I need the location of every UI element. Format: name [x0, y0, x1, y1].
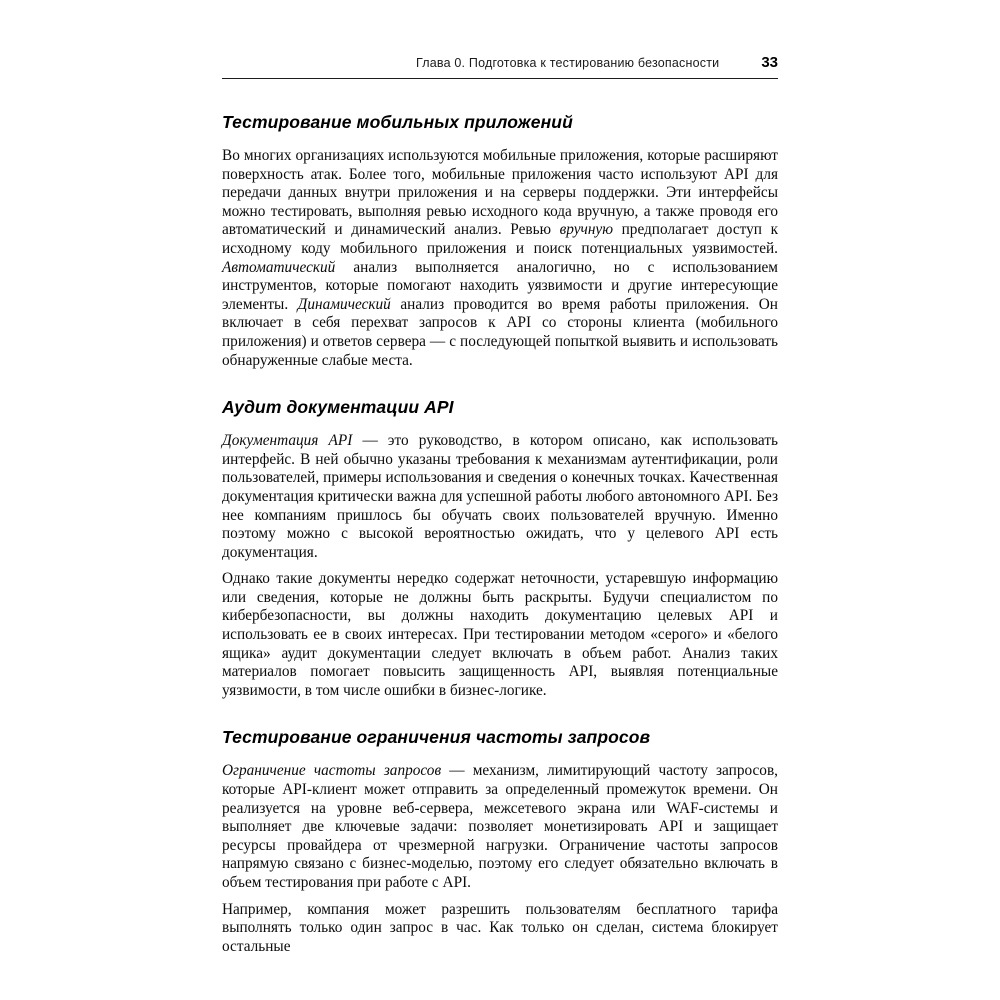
- running-title: Глава 0. Подготовка к тестированию безопасности: [415, 56, 720, 70]
- paragraph-rate-limit-1: Ограничение частоты запросов — механизм, лимитирующий частоту запросов, которые API-клиент может отправить за определенный промежуток времени. Он реализуется на уровне веб-сервера, межсетевого экрана или WAF-системы и выполняет две ключевые задачи: позволяет монетизировать API и защищает ресурсы провайдера от чрезмерной нагрузки. Ограничение частоты запросов напрямую связано с бизнес-моделью, поэтому его следует обязательно включать в объем тестирования при работе с API.: [222, 762, 778, 891]
- page-number: 33: [761, 54, 778, 71]
- paragraph-rate-limit-2: Например, компания может разрешить пользователям бесплатного тарифа выполнять только один запрос в час. Как только он сделан, система блокирует остальные: [222, 900, 778, 955]
- paragraph-mobile-app-testing: Во многих организациях используются мобильные приложения, которые расширяют поверхность атак. Более того, мобильные приложения часто используют API для передачи данных внутри приложения и на серверы поддержки. Эти интерфейсы можно тестировать, выполняя ревью исходного кода вручную, а также проводя его автоматический и динамический анализ. Ревью вручную предполагает доступ к исходному коду мобильного приложения и поиск потенциальных уязвимостей. Автоматический анализ выполняется аналогично, но с использованием инструментов, которые помогают находить уязвимости и другие интересующие элементы. Динамический анализ проводится во время работы приложения. Он включает в себя перехват запросов к API со стороны клиента (мобильного приложения) и ответов сервера — с последующей попыткой выявить и использовать обнаруженные слабые места.: [222, 147, 778, 369]
- paragraph-api-documentation-1: Документация API — это руководство, в котором описано, как использовать интерфейс. В ней обычно указаны требования к механизмам аутентификации, роли пользователей, примеры использования и сведения о конечных точках. Качественная документация критически важна для успешной работы любого автономного API. Без нее компаниям пришлось бы обучать своих пользователей вручную. Именно поэтому можно с высокой вероятностью ожидать, что у целевого API есть документация.: [222, 432, 778, 561]
- section-heading-api-documentation-audit: Аудит документации API: [222, 397, 454, 418]
- page-content: [222, 79, 778, 956]
- page-header: [222, 54, 778, 78]
- paragraph-api-documentation-2: Однако такие документы нередко содержат неточности, устаревшую информацию или сведения, которые не должны быть раскрыты. Будучи специалистом по кибербезопасности, вы должны находить документацию целевых API и использовать ее в своих интересах. При тестировании методом «серого» и «белого ящика» аудит документации следует включать в объем работ. Анализ таких материалов помогает повысить защищенность API, выявляя потенциальные уязвимости, в том числе ошибки в бизнес-логике.: [222, 570, 778, 699]
- section-heading-rate-limit-testing: Тестирование ограничения частоты запросов: [222, 727, 651, 748]
- section-heading-mobile-app-testing: Тестирование мобильных приложений: [222, 112, 573, 132]
